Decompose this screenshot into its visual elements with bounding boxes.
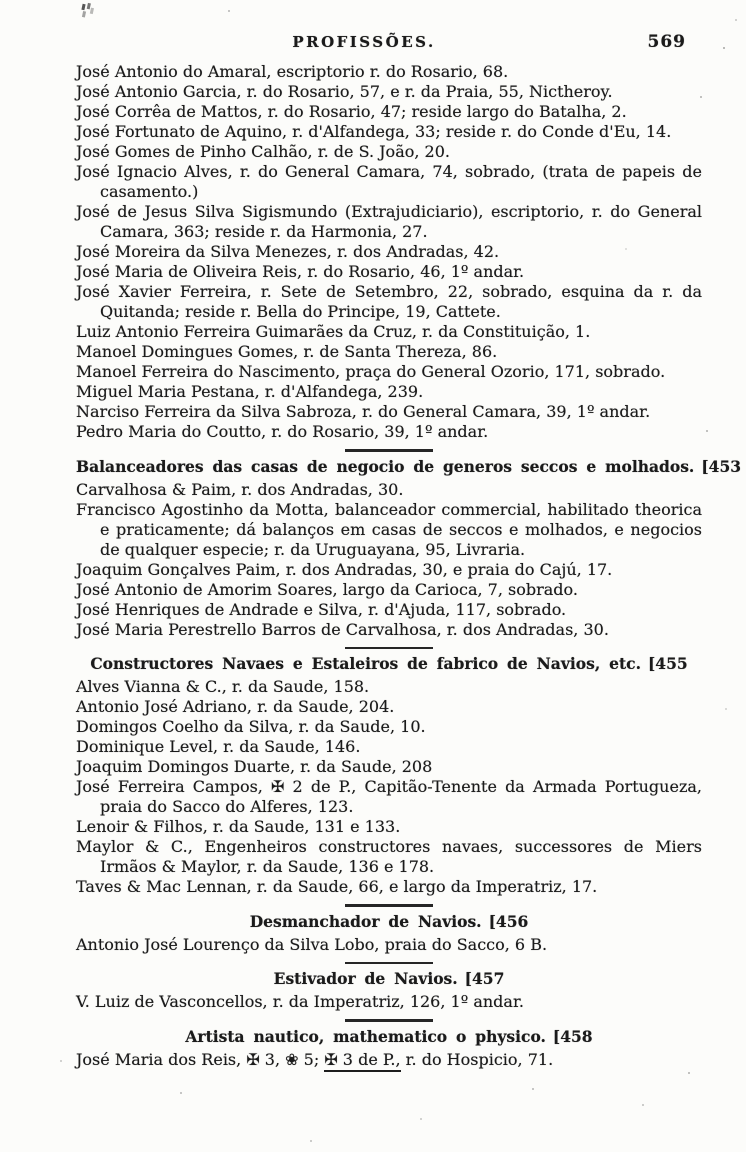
- directory-entry: José Corrêa de Mattos, r. do Rosario, 47; reside largo do Batalha, 2.: [76, 102, 627, 121]
- page-title: PROFISSÕES.: [292, 33, 436, 51]
- directory-entry: José Moreira da Silva Menezes, r. dos Andradas, 42.: [76, 242, 500, 261]
- section-divider: [345, 647, 433, 650]
- section-heading: [76, 456, 742, 476]
- section-ref-number: [458: [552, 1026, 593, 1046]
- section-balanceadores: [76, 449, 742, 640]
- directory-entry: José Ignacio Alves, r. do General Camara, 74, sobrado, (trata de papeis de casamento.): [76, 162, 702, 201]
- directory-entry: [76, 1050, 702, 1070]
- directory-entry: José Antonio do Amaral, escriptorio r. do Rosario, 68.: [76, 62, 509, 81]
- entry-text-underlined: ✠ 3 de P.,: [324, 1050, 400, 1072]
- directory-entry: José Fortunato de Aquino, r. d'Alfandega, 33; reside r. do Conde d'Eu, 14.: [76, 122, 672, 141]
- directory-entry: José Antonio de Amorim Soares, largo da Carioca, 7, sobrado.: [76, 579, 578, 599]
- section-divider: [345, 1019, 433, 1022]
- entry-text-pre: José Maria dos Reis, ✠ 3, ❀ 5;: [76, 1049, 325, 1069]
- section-heading-text: Constructores Navaes e Estaleiros de fabrico de Navios, etc.: [90, 654, 641, 673]
- directory-entry: José Ferreira Campos, ✠ 2 de P., Capitão-Tenente da Armada Portugueza, praia do Sacco do Alferes, 123.: [76, 777, 702, 816]
- section-heading-text: Artista nautico, mathematico o physico.: [185, 1026, 546, 1046]
- directory-entry: Joaquim Domingos Duarte, r. da Saude, 208: [76, 757, 433, 776]
- entry-text-post: r. do Hospicio, 71.: [400, 1049, 554, 1069]
- section-artista-nautico: [76, 1019, 702, 1070]
- directory-entry: Antonio José Lourenço da Silva Lobo, praia do Sacco, 6 B.: [76, 934, 548, 954]
- directory-entry: José Henriques de Andrade e Silva, r. d'Ajuda, 117, sobrado.: [76, 599, 567, 619]
- directory-entry: Domingos Coelho da Silva, r. da Saude, 10.: [76, 717, 426, 736]
- section-ref-number: [456: [488, 911, 529, 931]
- directory-entry: Narciso Ferreira da Silva Sabroza, r. do General Camara, 39, 1º andar.: [76, 402, 651, 421]
- section-estivador: [76, 962, 702, 1013]
- section-constructores-navaes: [76, 647, 702, 898]
- directory-entry: José Maria Perestrello Barros de Carvalhosa, r. dos Andradas, 30.: [76, 619, 609, 639]
- section-heading-text: Desmanchador de Navios.: [249, 911, 482, 931]
- section-ref-number: [455: [647, 654, 688, 673]
- directory-entry: José de Jesus Silva Sigismundo (Extrajudiciario), escriptorio, r. do General Camara, 363; reside r. da Harmonia, 27.: [76, 202, 702, 241]
- directory-entry: Lenoir & Filhos, r. da Saude, 131 e 133.: [76, 817, 401, 836]
- section-heading: [76, 969, 702, 988]
- directory-entry: Dominique Level, r. da Saude, 146.: [76, 737, 361, 756]
- page-number: 569: [647, 32, 686, 52]
- directory-entry: José Xavier Ferreira, r. Sete de Setembro, 22, sobrado, esquina da r. da Quitanda; reside r. Bella do Principe, 19, Cattete.: [76, 282, 702, 321]
- directory-entry: Carvalhosa & Paim, r. dos Andradas, 30.: [76, 479, 404, 499]
- directory-entry: V. Luiz de Vasconcellos, r. da Imperatriz, 126, 1º andar.: [76, 992, 524, 1011]
- directory-entry: Manoel Ferreira do Nascimento, praça do General Ozorio, 171, sobrado.: [76, 362, 666, 381]
- section-heading-text: Estivador de Navios.: [273, 969, 458, 988]
- section-divider: [345, 449, 433, 452]
- section-desmanchador: [76, 904, 702, 955]
- directory-entry: José Antonio Garcia, r. do Rosario, 57, e r. da Praia, 55, Nictheroy.: [76, 82, 613, 101]
- directory-entry: Joaquim Gonçalves Paim, r. dos Andradas, 30, e praia do Cajú, 17.: [76, 559, 613, 579]
- directory-entry: Miguel Maria Pestana, r. d'Alfandega, 239.: [76, 382, 424, 401]
- section-ref-number: [457: [464, 969, 505, 988]
- section-heading: [76, 1027, 702, 1046]
- directory-entry: José Gomes de Pinho Calhão, r. de S. João, 20.: [76, 142, 450, 161]
- directory-entry: Luiz Antonio Ferreira Guimarães da Cruz, r. da Constituição, 1.: [76, 322, 591, 341]
- section-divider: [345, 904, 433, 907]
- section-heading-text: Balanceadores das casas de negocio de generos seccos e molhados.: [76, 456, 695, 476]
- directory-entry: Manoel Domingues Gomes, r. de Santa Thereza, 86.: [76, 342, 498, 361]
- section-heading: [76, 912, 702, 931]
- section-heading: [76, 654, 702, 673]
- directory-entry: Pedro Maria do Coutto, r. do Rosario, 39, 1º andar.: [76, 422, 489, 441]
- directory-entry: Taves & Mac Lennan, r. da Saude, 66, e largo da Imperatriz, 17.: [76, 877, 598, 896]
- directory-entry: Alves Vianna & C., r. da Saude, 158.: [76, 677, 370, 696]
- directory-content: [76, 62, 742, 1070]
- section-notaries-list: [76, 62, 702, 442]
- directory-entry: Francisco Agostinho da Motta, balanceador commercial, habilitado theorica e praticamente; dá balanços em casas de seccos e molhados, e negocios de qualquer especie; r. da Uruguayana, 95, Livraria.: [76, 499, 702, 559]
- section-ref-number: [453: [701, 456, 742, 476]
- page-header: [0, 0, 746, 54]
- directory-entry: Maylor & C., Engenheiros constructores navaes, successores de Miers Irmãos & Maylor, r. da Saude, 136 e 178.: [76, 837, 702, 876]
- directory-entry: José Maria de Oliveira Reis, r. do Rosario, 46, 1º andar.: [76, 262, 525, 281]
- section-divider: [345, 962, 433, 965]
- directory-entry: Antonio José Adriano, r. da Saude, 204.: [76, 697, 395, 716]
